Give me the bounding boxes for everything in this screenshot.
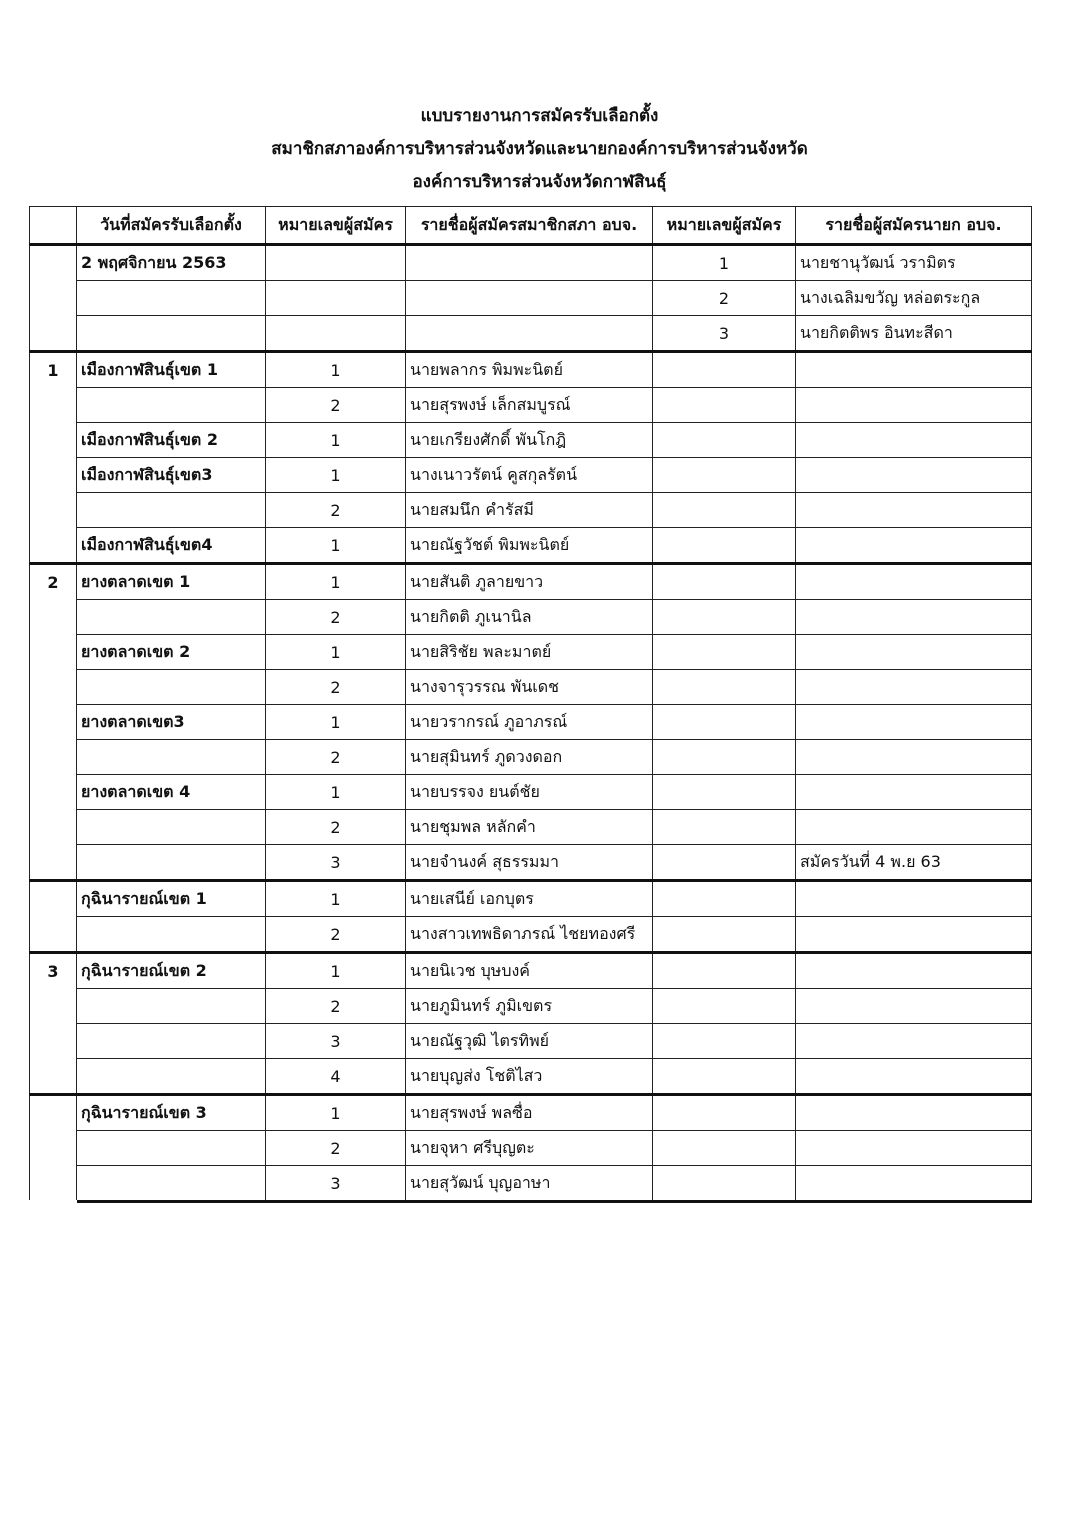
title-line-3: องค์การบริหารส่วนจังหวัดกาฬสินธุ์ bbox=[412, 172, 667, 192]
row-council-name-cell: นายสุวัฒน์ บุญอาษา bbox=[406, 1166, 653, 1202]
table-row bbox=[30, 1095, 1032, 1131]
row-number-cell: 1 bbox=[266, 635, 406, 670]
row-index-cell bbox=[30, 740, 77, 775]
row-council-name-cell: นายสุรพงษ์ พลซื่อ bbox=[406, 1095, 653, 1131]
row-zone-cell: กุฉินารายณ์เขต 1 bbox=[77, 881, 266, 917]
table-row bbox=[30, 1131, 1032, 1166]
row-mayor-name-cell bbox=[796, 635, 1032, 670]
row-mayor-name-cell bbox=[796, 917, 1032, 953]
row-number-cell: 2 bbox=[266, 917, 406, 953]
row-zone-cell bbox=[77, 316, 266, 352]
row-council-name-cell bbox=[406, 316, 653, 352]
row-number-cell: 1 bbox=[266, 352, 406, 388]
row-council-name-cell: นางจารุวรรณ พันเดช bbox=[406, 670, 653, 705]
row-number-2-cell bbox=[653, 775, 796, 810]
row-index-cell bbox=[30, 1024, 77, 1059]
row-number-2-cell bbox=[653, 810, 796, 845]
header-cell-mayor: รายชื่อผู้สมัครนายก อบจ. bbox=[796, 207, 1032, 245]
table-row bbox=[30, 1059, 1032, 1095]
row-mayor-name-cell bbox=[796, 564, 1032, 600]
row-zone-cell: กุฉินารายณ์เขต 3 bbox=[77, 1095, 266, 1131]
row-index-cell bbox=[30, 1131, 77, 1166]
row-number-2-cell bbox=[653, 1024, 796, 1059]
row-zone-cell: เมืองกาฬสินธุ์เขต 2 bbox=[77, 423, 266, 458]
row-council-name-cell: นายเสนีย์ เอกบุตร bbox=[406, 881, 653, 917]
row-zone-cell bbox=[77, 917, 266, 953]
row-zone-cell bbox=[77, 600, 266, 635]
row-mayor-name-cell bbox=[796, 1059, 1032, 1095]
row-mayor-name-cell bbox=[796, 705, 1032, 740]
table-row bbox=[30, 423, 1032, 458]
row-number-cell: 1 bbox=[266, 423, 406, 458]
row-index-cell bbox=[30, 917, 77, 953]
row-zone-cell bbox=[77, 1024, 266, 1059]
report-titles bbox=[0, 100, 1079, 199]
row-council-name-cell: นายบรรจง ยนต์ชัย bbox=[406, 775, 653, 810]
title-line-2: สมาชิกสภาองค์การบริหารส่วนจังหวัดและนายกองค์การบริหารส่วนจังหวัด bbox=[271, 139, 808, 159]
row-zone-cell: เมืองกาฬสินธุ์เขต3 bbox=[77, 458, 266, 493]
row-number-cell: 2 bbox=[266, 810, 406, 845]
row-index-cell bbox=[30, 845, 77, 881]
row-number-2-cell bbox=[653, 740, 796, 775]
row-index-cell bbox=[30, 600, 77, 635]
table-row bbox=[30, 917, 1032, 953]
table-row bbox=[30, 881, 1032, 917]
table-row bbox=[30, 705, 1032, 740]
row-council-name-cell: นายพลากร พิมพะนิตย์ bbox=[406, 352, 653, 388]
row-number-cell: 1 bbox=[266, 775, 406, 810]
row-mayor-name-cell: นางเฉลิมขวัญ หล่อตระกูล bbox=[796, 281, 1032, 316]
header-cell-date: วันที่สมัครรับเลือกตั้ง bbox=[77, 207, 266, 245]
row-mayor-name-cell bbox=[796, 740, 1032, 775]
table-row bbox=[30, 316, 1032, 352]
row-zone-cell: ยางตลาดเขต 1 bbox=[77, 564, 266, 600]
row-zone-cell bbox=[77, 670, 266, 705]
row-number-cell bbox=[266, 316, 406, 352]
row-council-name-cell: นายจำนงค์ สุธรรมมา bbox=[406, 845, 653, 881]
row-number-2-cell bbox=[653, 917, 796, 953]
row-mayor-name-cell bbox=[796, 1131, 1032, 1166]
row-council-name-cell: นายสิริชัย พละมาตย์ bbox=[406, 635, 653, 670]
row-number-2-cell bbox=[653, 989, 796, 1024]
table-row bbox=[30, 635, 1032, 670]
row-index-cell bbox=[30, 1095, 77, 1131]
row-number-2-cell bbox=[653, 423, 796, 458]
row-zone-cell: กุฉินารายณ์เขต 2 bbox=[77, 953, 266, 989]
row-council-name-cell: นายบุญส่ง โชติไสว bbox=[406, 1059, 653, 1095]
row-index-cell bbox=[30, 388, 77, 423]
row-zone-cell: ยางตลาดเขต 4 bbox=[77, 775, 266, 810]
table-row bbox=[30, 775, 1032, 810]
row-index-cell bbox=[30, 705, 77, 740]
table-row bbox=[30, 458, 1032, 493]
row-index-cell: 1 bbox=[30, 352, 77, 388]
row-number-2-cell bbox=[653, 1059, 796, 1095]
row-mayor-name-cell: สมัครวันที่ 4 พ.ย 63 bbox=[796, 845, 1032, 881]
row-number-cell: 3 bbox=[266, 845, 406, 881]
row-council-name-cell: นายจุหา ศรีบุญตะ bbox=[406, 1131, 653, 1166]
row-index-cell bbox=[30, 458, 77, 493]
row-number-2-cell: 3 bbox=[653, 316, 796, 352]
row-zone-cell bbox=[77, 845, 266, 881]
row-number-cell: 1 bbox=[266, 1095, 406, 1131]
row-number-2-cell bbox=[653, 352, 796, 388]
row-council-name-cell: นายสุรพงษ์ เล็กสมบูรณ์ bbox=[406, 388, 653, 423]
row-number-cell: 2 bbox=[266, 1131, 406, 1166]
row-zone-cell bbox=[77, 1166, 266, 1202]
row-number-2-cell bbox=[653, 600, 796, 635]
row-number-2-cell bbox=[653, 670, 796, 705]
row-number-cell: 2 bbox=[266, 670, 406, 705]
row-council-name-cell: นายภูมินทร์ ภูมิเขตร bbox=[406, 989, 653, 1024]
row-mayor-name-cell bbox=[796, 600, 1032, 635]
table-row bbox=[30, 352, 1032, 388]
row-mayor-name-cell bbox=[796, 528, 1032, 564]
row-number-cell bbox=[266, 245, 406, 281]
row-mayor-name-cell: นายกิตติพร อินทะสีดา bbox=[796, 316, 1032, 352]
row-index-cell bbox=[30, 493, 77, 528]
table-row bbox=[30, 1166, 1032, 1202]
row-council-name-cell: นายชุมพล หลักคำ bbox=[406, 810, 653, 845]
row-mayor-name-cell bbox=[796, 881, 1032, 917]
row-council-name-cell: นายวรากรณ์ ภูอาภรณ์ bbox=[406, 705, 653, 740]
row-number-2-cell bbox=[653, 528, 796, 564]
row-mayor-name-cell bbox=[796, 1166, 1032, 1202]
table-row bbox=[30, 281, 1032, 316]
row-number-cell: 3 bbox=[266, 1166, 406, 1202]
row-zone-cell bbox=[77, 740, 266, 775]
table-row bbox=[30, 845, 1032, 881]
table-row bbox=[30, 564, 1032, 600]
header-cell-index bbox=[30, 207, 77, 245]
table-row bbox=[30, 600, 1032, 635]
row-number-2-cell bbox=[653, 635, 796, 670]
row-council-name-cell: นายณัฐวัชต์ พิมพะนิตย์ bbox=[406, 528, 653, 564]
row-index-cell bbox=[30, 635, 77, 670]
row-index-cell: 2 bbox=[30, 564, 77, 600]
row-mayor-name-cell bbox=[796, 953, 1032, 989]
row-number-2-cell bbox=[653, 953, 796, 989]
row-number-2-cell bbox=[653, 845, 796, 881]
row-mayor-name-cell bbox=[796, 989, 1032, 1024]
row-zone-cell bbox=[77, 388, 266, 423]
row-index-cell bbox=[30, 810, 77, 845]
row-index-cell bbox=[30, 245, 77, 281]
row-number-2-cell bbox=[653, 705, 796, 740]
table-row bbox=[30, 670, 1032, 705]
table-row bbox=[30, 493, 1032, 528]
row-number-2-cell bbox=[653, 881, 796, 917]
row-index-cell bbox=[30, 670, 77, 705]
table-row bbox=[30, 388, 1032, 423]
row-number-cell: 4 bbox=[266, 1059, 406, 1095]
row-number-cell: 1 bbox=[266, 953, 406, 989]
row-mayor-name-cell bbox=[796, 493, 1032, 528]
table-row bbox=[30, 1024, 1032, 1059]
row-council-name-cell: นางเนาวรัตน์ คูสกุลรัตน์ bbox=[406, 458, 653, 493]
row-number-2-cell bbox=[653, 564, 796, 600]
row-mayor-name-cell bbox=[796, 670, 1032, 705]
row-council-name-cell: นายนิเวช บุษบงค์ bbox=[406, 953, 653, 989]
row-council-name-cell: นางสาวเทพธิดาภรณ์ ไชยทองศรี bbox=[406, 917, 653, 953]
row-index-cell bbox=[30, 1166, 77, 1202]
row-mayor-name-cell: นายชานุวัฒน์ วรามิตร bbox=[796, 245, 1032, 281]
row-mayor-name-cell bbox=[796, 388, 1032, 423]
row-council-name-cell: นายเกรียงศักดิ์ พันโกฎิ bbox=[406, 423, 653, 458]
row-number-cell: 2 bbox=[266, 388, 406, 423]
header-cell-council: รายชื่อผู้สมัครสมาชิกสภา อบจ. bbox=[406, 207, 653, 245]
row-number-cell: 1 bbox=[266, 705, 406, 740]
row-index-cell bbox=[30, 316, 77, 352]
row-council-name-cell: นายกิตติ ภูเนานิล bbox=[406, 600, 653, 635]
row-zone-cell bbox=[77, 1131, 266, 1166]
row-council-name-cell: นายสันติ ภูลายขาว bbox=[406, 564, 653, 600]
table-row bbox=[30, 528, 1032, 564]
row-index-cell bbox=[30, 881, 77, 917]
row-number-2-cell bbox=[653, 1166, 796, 1202]
candidates-table bbox=[29, 206, 1032, 1203]
row-number-2-cell: 1 bbox=[653, 245, 796, 281]
row-index-cell bbox=[30, 775, 77, 810]
table-row bbox=[30, 810, 1032, 845]
row-number-cell: 1 bbox=[266, 528, 406, 564]
row-number-cell: 1 bbox=[266, 881, 406, 917]
row-number-cell: 3 bbox=[266, 1024, 406, 1059]
row-mayor-name-cell bbox=[796, 458, 1032, 493]
row-mayor-name-cell bbox=[796, 352, 1032, 388]
title-line-1: แบบรายงานการสมัครรับเลือกตั้ง bbox=[420, 106, 659, 126]
row-mayor-name-cell bbox=[796, 1024, 1032, 1059]
row-index-cell bbox=[30, 281, 77, 316]
row-mayor-name-cell bbox=[796, 423, 1032, 458]
row-council-name-cell bbox=[406, 281, 653, 316]
row-zone-cell bbox=[77, 493, 266, 528]
header-cell-number: หมายเลขผู้สมัคร bbox=[266, 207, 406, 245]
table-row bbox=[30, 740, 1032, 775]
row-mayor-name-cell bbox=[796, 775, 1032, 810]
table-row bbox=[30, 953, 1032, 989]
row-zone-cell bbox=[77, 1059, 266, 1095]
row-index-cell bbox=[30, 423, 77, 458]
row-number-cell bbox=[266, 281, 406, 316]
row-number-2-cell bbox=[653, 1131, 796, 1166]
row-number-2-cell bbox=[653, 388, 796, 423]
row-number-2-cell bbox=[653, 1095, 796, 1131]
row-number-cell: 2 bbox=[266, 493, 406, 528]
row-number-cell: 1 bbox=[266, 458, 406, 493]
row-number-cell: 2 bbox=[266, 740, 406, 775]
row-zone-cell: เมืองกาฬสินธุ์เขต4 bbox=[77, 528, 266, 564]
row-zone-cell: ยางตลาดเขต3 bbox=[77, 705, 266, 740]
row-zone-cell: เมืองกาฬสินธุ์เขต 1 bbox=[77, 352, 266, 388]
row-index-cell bbox=[30, 528, 77, 564]
row-mayor-name-cell bbox=[796, 1095, 1032, 1131]
row-number-cell: 1 bbox=[266, 564, 406, 600]
table-header-row bbox=[30, 207, 1032, 245]
row-index-cell bbox=[30, 989, 77, 1024]
row-council-name-cell bbox=[406, 245, 653, 281]
table-row bbox=[30, 989, 1032, 1024]
row-number-2-cell bbox=[653, 458, 796, 493]
row-number-cell: 2 bbox=[266, 989, 406, 1024]
row-council-name-cell: นายสุมินทร์ ภูดวงดอก bbox=[406, 740, 653, 775]
row-index-cell: 3 bbox=[30, 953, 77, 989]
table-row bbox=[30, 245, 1032, 281]
row-zone-cell: 2 พฤศจิกายน 2563 bbox=[77, 245, 266, 281]
row-index-cell bbox=[30, 1059, 77, 1095]
row-number-2-cell bbox=[653, 493, 796, 528]
row-mayor-name-cell bbox=[796, 810, 1032, 845]
row-zone-cell bbox=[77, 989, 266, 1024]
row-number-2-cell: 2 bbox=[653, 281, 796, 316]
row-zone-cell bbox=[77, 810, 266, 845]
row-council-name-cell: นายณัฐวุฒิ ไตรทิพย์ bbox=[406, 1024, 653, 1059]
row-zone-cell: ยางตลาดเขต 2 bbox=[77, 635, 266, 670]
header-cell-number-2: หมายเลขผู้สมัคร bbox=[653, 207, 796, 245]
row-zone-cell bbox=[77, 281, 266, 316]
row-council-name-cell: นายสมนึก คำรัสมี bbox=[406, 493, 653, 528]
row-number-cell: 2 bbox=[266, 600, 406, 635]
